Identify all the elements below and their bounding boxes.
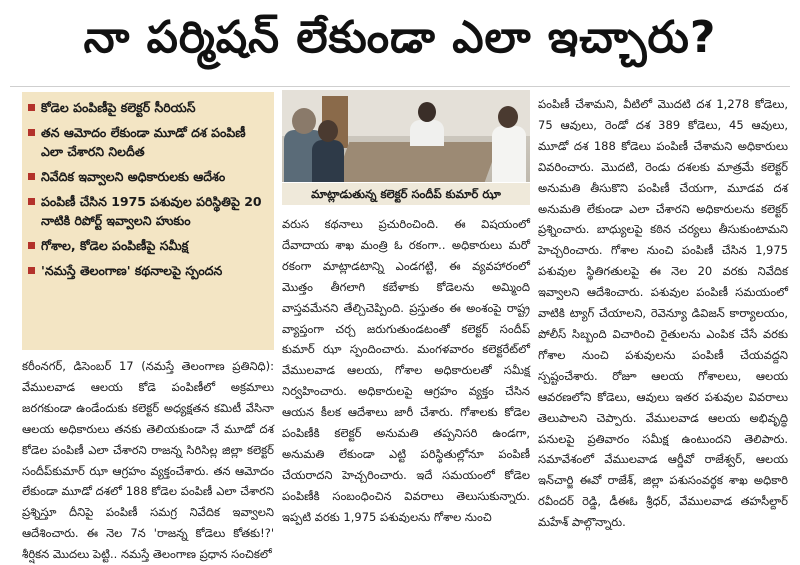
article-text: కరీంనగర్, డిసెంబర్ 17 (నమస్తే తెలంగాణ ప్రతినిధి): వేములవాడ ఆలయ కోడె పంపిణీలో అక్రమాలు జరగకుండా ఉండేందుకు కలెక్టర్ అధ్యక్షతన కమిటీ వేసినా ఆలయ అధికారులు తనకు తెలియకుండా నే మూడో దశ కోడెల పంపిణీ ఎలా చేశారని రాజన్న సిరిసిల్ల జిల్లా కలెక్టర్ సందీప్‌కుమార్ ఝా ఆగ్రహం వ్యక్తంచేశారు. తన ఆమోదం లేకుండా మూడో దశలో 188 కోడెల పంపిణీ ఎలా చేశారని ప్రశ్నిస్తూ దీనిపై పంపిణీ సమగ్ర నివేదిక ఇవ్వాలని ఆదేశించారు. ఈ నెల 7న 'రాజన్న కోడెలు కోతకు!?' శీర్షికన మొదలు పెట్టి.. నమస్తే తెలంగాణ ప్రధాన సంచికలో [22, 359, 274, 562]
highlight-text: పంపిణీ చేసిన 1975 పశువుల పరిస్థితిపై 20 నాటికి రిపోర్ట్ ఇవ్వాలని హుకుం [41, 194, 262, 228]
highlight-text: తన ఆమోదం లేకుండా మూడో దశ పంపిణీ ఎలా చేశారని నిలదీత [41, 125, 246, 159]
article-column-right [538, 94, 788, 533]
photo-person-head [498, 106, 518, 128]
meeting-photo [282, 90, 530, 182]
highlight-text: 'నమస్తే తెలంగాణ' కథనాలపై స్పందన [41, 263, 223, 278]
article-column-middle [282, 214, 530, 528]
highlight-text: గోశాల, కోడెల పంపిణీపై సమీక్ష [41, 238, 189, 253]
photo-person-body [492, 126, 526, 182]
highlight-item [28, 123, 268, 161]
photo-table [335, 142, 500, 182]
highlights-box [22, 92, 274, 350]
article-text: పంపిణీ చేశామని, వీటిలో మొదటి దశ 1,278 కోడెలు, 75 ఆవులు, రెండో దశ 389 కోడెలు, 45 ఆవులు, మూడో దశ 188 కోడెలు పంపిణీ చేశామని అధికారులు వివరించారు. మొదటి, రెండు దశలకు మాత్రమే కలెక్టర్ అనుమతి తీసుకొని పంపిణీ చేయగా, మూడవ దశ అనుమతి లేకుండా ఎలా చేశారని అధికారులను కలెక్టర్ ప్రశ్నించారు. బాధ్యులపై కఠిన చర్యలు తీసుకుంటామని హెచ్చరించారు. గోశాల నుంచి పంపిణీ చేసిన 1,975 పశువుల స్థితిగతులపై ఈ నెల 20 వరకు నివేదిక ఇవ్వాలని ఆదేశించారు. పశువుల పంపిణీ సమయంలో వాటికి ట్యాగ్ చేయాలని, రెవెన్యూ డివిజన్ కార్యాలయం, పోలీస్ సిబ్బంది విచారించి రైతులను ఎంపిక చేసే వరకు గోశాల నుంచి పశువులను పంపిణీ చేయవద్దని స్పష్టంచేశారు. రోజూ ఆలయ గోశాలలు, ఆలయ ఆవరణలోని కోడెలు, ఆవులు ఇతర పశువుల వివరాలు తెలుపాలని చెప్పారు. వేములవాడ ఆలయ అభివృద్ధి పనులపై ప్రతివారం సమీక్ష ఉంటుందని తెలిపారు. సమావేశంలో వేములవాడ ఆర్డీవో రాజేశ్వర్, ఆలయ ఇన్‌చార్జి ఈవో రాజేశ్, జిల్లా పశుసంవర్థక శాఖ అధికారి రవీందర్ రెడ్డి, డీఈఓ శ్రీధర్, వేములవాడ తహసీల్దార్ మహేశ్ పాల్గొన్నారు. [538, 97, 788, 530]
highlight-item [28, 167, 268, 186]
photo-caption: మాట్లాడుతున్న కలెక్టర్ సందీప్ కుమార్ ఝా [282, 183, 530, 205]
photo-person-head [292, 108, 316, 134]
article-text: వరుస కథనాలు ప్రచురించింది. ఈ విషయంలో దేవాదాయ శాఖ మంత్రి ఓ రకంగా.. అధికారులు మరో రకంగా మాట్లాడటాన్ని ఎండగట్టి, ఈ వ్యవహారంలో మొత్తం తీగలాగి కబేళాకు కోడెలను అమ్మింది వాస్తవమేనని తేల్చిచెప్పింది. ప్రస్తుతం ఈ అంశంపై రాష్ట్ర వ్యాప్తంగా చర్చ జరుగుతుండటంతో కలెక్టర్ సందీప్ కుమార్ ఝా స్పందించారు. మంగళవారం కలెక్టరేట్‌లో వేములవాడ ఆలయ, గోశాల అధికారులతో సమీక్ష నిర్వహించారు. అధికారులపై ఆగ్రహం వ్యక్తం చేసిన ఆయన కీలక ఆదేశాలు జారీ చేశారు. గోశాలకు కోడెల పంపిణీకి కలెక్టర్ అనుమతి తప్పనిసరి ఉండగా, అనుమతి లేకుండా ఎట్టి పరిస్థితుల్లోనూ పంపిణీ చేయరాదని హెచ్చరించారు. ఇదే సమయంలో కోడెల పంపిణీకి సంబంధించిన వివరాలు తెలుసుకున్నారు. ఇప్పటి వరకు 1,975 పశువులను గోశాల నుంచి [282, 217, 530, 524]
photo-person-head [418, 102, 436, 122]
highlight-item [28, 261, 268, 280]
photo-person-head [318, 120, 338, 142]
highlight-item [28, 236, 268, 255]
square-bullet-icon [28, 242, 35, 249]
square-bullet-icon [28, 267, 35, 274]
page-headline: నా పర్మిషన్ లేకుండా ఎలా ఇచ్చారు? [83, 12, 717, 63]
article-column-left [22, 356, 274, 565]
highlight-item [28, 98, 268, 117]
square-bullet-icon [28, 129, 35, 136]
highlight-text: కోడెల పంపిణీపై కలెక్టర్ సీరియస్ [41, 100, 196, 115]
headline-divider [10, 86, 790, 87]
square-bullet-icon [28, 104, 35, 111]
square-bullet-icon [28, 198, 35, 205]
square-bullet-icon [28, 173, 35, 180]
photo-person-body [410, 120, 444, 146]
photo-person-body [312, 140, 344, 182]
highlight-text: నివేదిక ఇవ్వాలని అధికారులకు ఆదేశం [41, 169, 226, 184]
highlight-item [28, 192, 268, 230]
